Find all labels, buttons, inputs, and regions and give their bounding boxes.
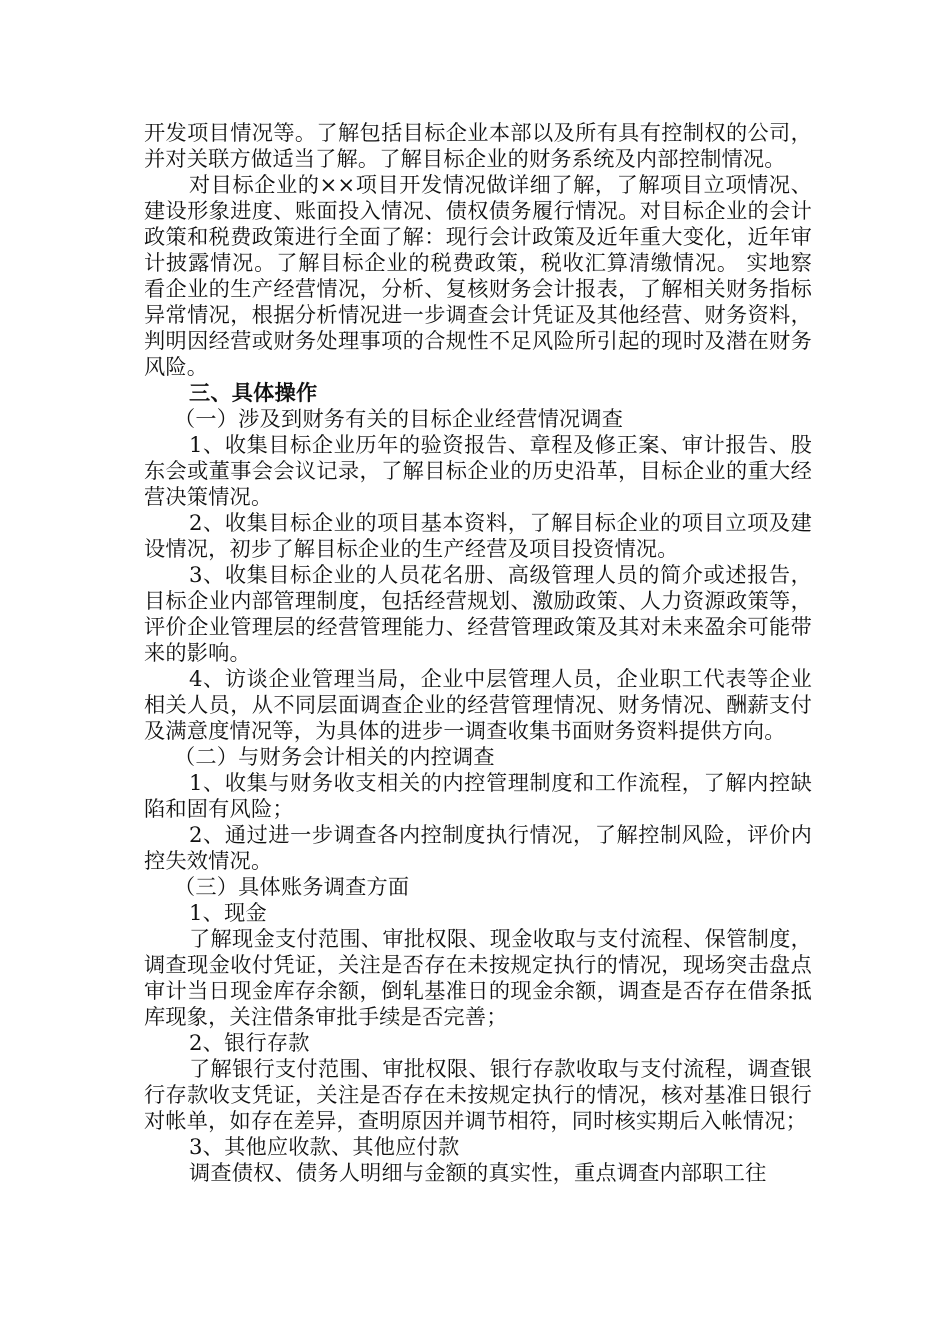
paragraph: 1、收集目标企业历年的验资报告、章程及修正案、审计报告、股东会或董事会会议记录，了解目标企业的历史沿革，目标企业的重大经营决策情况。 — [144, 432, 812, 509]
document-page — [144, 120, 812, 1186]
item-heading: 1、现金 — [189, 900, 267, 925]
subsection-heading: （三）具体账务调查方面 — [174, 874, 410, 899]
paragraph: 对目标企业的××项目开发情况做详细了解，了解项目立项情况、建设形象进度、账面投入情况、债权债务履行情况。对目标企业的会计政策和税费政策进行全面了解：现行会计政策及近年重大变化，近年审计披露情况。了解目标企业的税费政策，税收汇算清缴情况。 实地察看企业的生产经营情况，分析、复核财务会计报表，了解相关财务指标异常情况，根据分析情况进一步调查会计凭证及其他经营、财务资料，判明因经营或财务处理事项的合规性不足风险所引起的现时及潜在财务风险。 — [144, 172, 812, 379]
item-heading: 2、银行存款 — [189, 1030, 310, 1055]
paragraph: 2、通过进一步调查各内控制度执行情况，了解控制风险，评价内控失效情况。 — [144, 822, 812, 873]
paragraph: 了解现金支付范围、审批权限、现金收取与支付流程、保管制度，调查现金收付凭证，关注是否存在未按规定执行的情况，现场突击盘点审计当日现金库存余额，倒轧基准日的现金余额，调查是否存在借条抵库现象，关注借条审批手续是否完善； — [144, 926, 812, 1029]
subsection-heading: （一）涉及到财务有关的目标企业经营情况调查 — [174, 406, 624, 431]
paragraph: 2、收集目标企业的项目基本资料，了解目标企业的项目立项及建设情况，初步了解目标企业的生产经营及项目投资情况。 — [144, 510, 812, 561]
paragraph: 3、收集目标企业的人员花名册、高级管理人员的简介或述报告，目标企业内部管理制度，包括经营规划、激励政策、人力资源政策等，评价企业管理层的经营管理能力、经营管理政策及其对未来盈余可能带来的影响。 — [144, 562, 812, 665]
paragraph: 开发项目情况等。了解包括目标企业本部以及所有具有控制权的公司，并对关联方做适当了解。了解目标企业的财务系统及内部控制情况。 — [144, 120, 812, 171]
subsection-heading: （二）与财务会计相关的内控调查 — [174, 744, 495, 769]
paragraph: 1、收集与财务收支相关的内控管理制度和工作流程，了解内控缺陷和固有风险； — [144, 770, 812, 821]
paragraph: 调查债权、债务人明细与金额的真实性，重点调查内部职工往 — [189, 1160, 767, 1185]
section-heading: 三、具体操作 — [189, 380, 318, 405]
paragraph: 了解银行支付范围、审批权限、银行存款收取与支付流程，调查银行存款收支凭证，关注是否存在未按规定执行的情况，核对基准日银行对帐单，如存在差异，查明原因并调节相符，同时核实期后入帐情况； — [144, 1056, 812, 1133]
item-heading: 3、其他应收款、其他应付款 — [189, 1134, 460, 1159]
paragraph: 4、访谈企业管理当局，企业中层管理人员，企业职工代表等企业相关人员，从不同层面调查企业的经营管理情况、财务情况、酬薪支付及满意度情况等，为具体的进步一调查收集书面财务资料提供方向。 — [144, 666, 812, 743]
